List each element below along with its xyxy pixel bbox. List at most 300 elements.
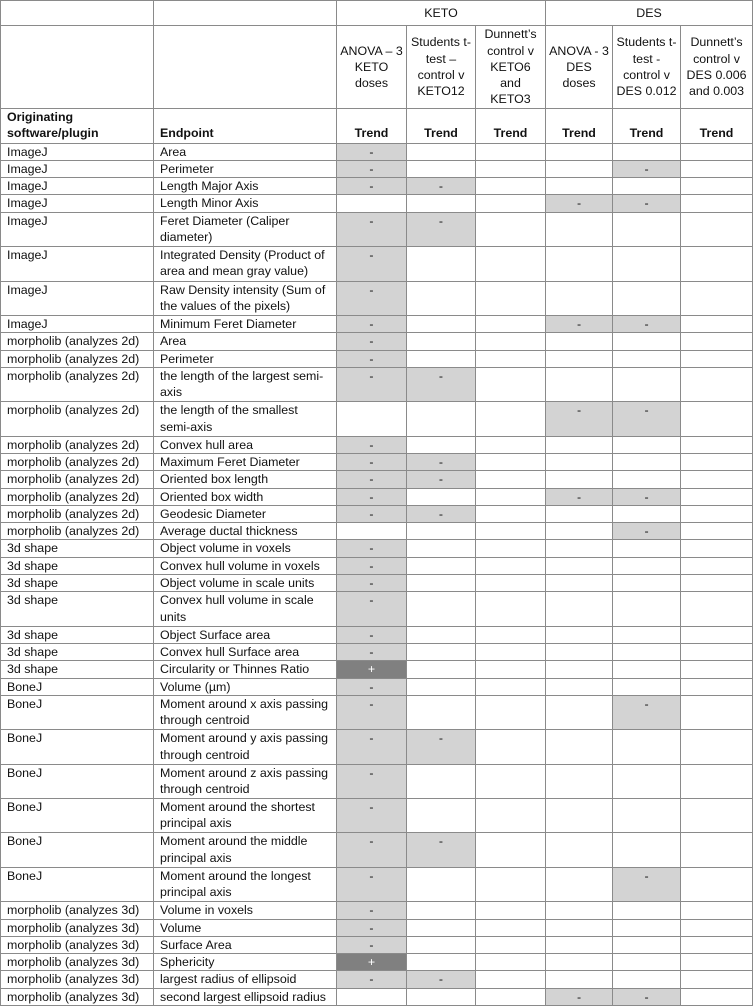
trend-cell-empty <box>613 626 681 643</box>
trend-cell-empty <box>407 902 476 919</box>
trend-cell-empty <box>681 488 753 505</box>
trend-cell-empty <box>546 799 613 833</box>
trend-cell-empty <box>613 643 681 660</box>
trend-cell-empty <box>681 833 753 867</box>
endpoint-cell: Moment around the middle principal axis <box>154 833 337 867</box>
trend-cell-negative: - <box>337 592 407 626</box>
trend-cell-empty <box>546 936 613 953</box>
trend-cell-negative: - <box>546 402 613 436</box>
trend-cell-negative: - <box>337 919 407 936</box>
trend-cell-empty <box>407 575 476 592</box>
table-row <box>1 453 753 470</box>
endpoint-cell: Convex hull area <box>154 436 337 453</box>
trend-cell-empty <box>546 557 613 574</box>
header-trend: Trend <box>337 109 407 144</box>
table-row <box>1 402 753 436</box>
trend-cell-empty <box>681 557 753 574</box>
trend-cell-empty <box>546 281 613 315</box>
trend-cell-empty <box>476 936 546 953</box>
trend-cell-empty <box>407 661 476 678</box>
trend-cell-empty <box>476 626 546 643</box>
trend-cell-empty <box>613 436 681 453</box>
trend-cell-empty <box>476 902 546 919</box>
trend-cell-empty <box>476 919 546 936</box>
software-cell: morpholib (analyzes 2d) <box>1 402 154 436</box>
trend-cell-negative: - <box>407 833 476 867</box>
trend-cell-empty <box>613 212 681 246</box>
trend-cell-negative: - <box>337 505 407 522</box>
trend-cell-empty <box>681 350 753 367</box>
endpoint-cell: Circularity or Thinnes Ratio <box>154 661 337 678</box>
trend-cell-empty <box>407 592 476 626</box>
trend-cell-empty <box>681 195 753 212</box>
trend-cell-negative: - <box>337 333 407 350</box>
endpoint-cell: Length Minor Axis <box>154 195 337 212</box>
table-row <box>1 592 753 626</box>
trend-cell-empty <box>407 350 476 367</box>
table-row <box>1 643 753 660</box>
trend-cell-negative: - <box>546 315 613 332</box>
trend-cell-empty <box>681 799 753 833</box>
header-trend: Trend <box>546 109 613 144</box>
table-row <box>1 160 753 177</box>
trend-cell-empty <box>681 678 753 695</box>
trend-cell-empty <box>476 402 546 436</box>
table-row <box>1 247 753 281</box>
trend-cell-empty <box>613 936 681 953</box>
trend-cell-empty <box>407 799 476 833</box>
trend-cell-empty <box>476 799 546 833</box>
trend-cell-empty <box>681 247 753 281</box>
trend-cell-empty <box>476 575 546 592</box>
subheader-anova-keto: ANOVA – 3 KETO doses <box>337 26 407 109</box>
trend-cell-empty <box>407 764 476 798</box>
table-row <box>1 575 753 592</box>
trend-cell-empty <box>546 971 613 988</box>
software-cell: 3d shape <box>1 540 154 557</box>
trend-cell-empty <box>476 592 546 626</box>
blank-cell <box>154 1 337 26</box>
trend-cell-empty <box>476 557 546 574</box>
software-cell: morpholib (analyzes 2d) <box>1 453 154 470</box>
header-software: Originating software/plugin <box>1 109 154 144</box>
trend-cell-empty <box>613 954 681 971</box>
software-cell: BoneJ <box>1 764 154 798</box>
trend-cell-negative: - <box>407 453 476 470</box>
table-row <box>1 505 753 522</box>
endpoint-cell: Integrated Density (Product of area and mean gray value) <box>154 247 337 281</box>
trend-cell-empty <box>681 936 753 953</box>
trend-cell-empty <box>407 402 476 436</box>
trend-cell-negative: - <box>546 195 613 212</box>
trend-cell-negative: - <box>337 436 407 453</box>
trend-cell-empty <box>613 919 681 936</box>
trend-cell-empty <box>546 350 613 367</box>
endpoint-cell: the length of the largest semi-axis <box>154 367 337 401</box>
software-cell: morpholib (analyzes 2d) <box>1 333 154 350</box>
trend-cell-empty <box>546 471 613 488</box>
subheader-ttest-des: Students t-test - control v DES 0.012 <box>613 26 681 109</box>
software-cell: ImageJ <box>1 178 154 195</box>
trend-cell-empty <box>681 919 753 936</box>
group-header-row <box>1 1 753 26</box>
trend-cell-empty <box>476 178 546 195</box>
table-row <box>1 988 753 1005</box>
trend-cell-empty <box>476 867 546 901</box>
software-cell: ImageJ <box>1 247 154 281</box>
trend-cell-empty <box>476 281 546 315</box>
trend-cell-empty <box>407 143 476 160</box>
table-row <box>1 764 753 798</box>
trend-cell-negative: - <box>337 212 407 246</box>
trend-cell-negative: - <box>337 730 407 764</box>
trend-cell-empty <box>476 488 546 505</box>
software-cell: BoneJ <box>1 867 154 901</box>
blank-cell <box>1 26 154 109</box>
software-cell: morpholib (analyzes 2d) <box>1 505 154 522</box>
table-row <box>1 143 753 160</box>
trend-cell-empty <box>546 367 613 401</box>
endpoint-cell: Moment around x axis passing through centroid <box>154 695 337 729</box>
trend-cell-negative: - <box>337 540 407 557</box>
trend-cell-empty <box>337 523 407 540</box>
endpoint-cell: Convex hull volume in scale units <box>154 592 337 626</box>
trend-cell-empty <box>681 453 753 470</box>
trend-cell-empty <box>613 833 681 867</box>
table-row <box>1 557 753 574</box>
trend-cell-empty <box>476 833 546 867</box>
trend-cell-negative: - <box>337 575 407 592</box>
subheader-dunnett-keto: Dunnett’s control v KETO6 and KETO3 <box>476 26 546 109</box>
trend-cell-empty <box>681 971 753 988</box>
endpoint-cell: Feret Diameter (Caliper diameter) <box>154 212 337 246</box>
trend-cell-empty <box>476 523 546 540</box>
trend-cell-empty <box>407 281 476 315</box>
table-row <box>1 488 753 505</box>
trend-cell-empty <box>613 557 681 574</box>
trend-cell-empty <box>546 661 613 678</box>
trend-cell-empty <box>546 505 613 522</box>
trend-cell-empty <box>476 954 546 971</box>
trend-cell-positive: + <box>337 661 407 678</box>
header-trend: Trend <box>407 109 476 144</box>
header-trend: Trend <box>476 109 546 144</box>
trend-cell-empty <box>681 661 753 678</box>
software-cell: BoneJ <box>1 833 154 867</box>
endpoint-cell: second largest ellipsoid radius <box>154 988 337 1005</box>
trend-cell-empty <box>681 333 753 350</box>
trend-cell-empty <box>546 436 613 453</box>
endpoint-cell: Area <box>154 143 337 160</box>
trend-cell-empty <box>476 143 546 160</box>
trend-cell-empty <box>476 505 546 522</box>
trend-cell-empty <box>407 936 476 953</box>
trend-cell-negative: - <box>407 971 476 988</box>
header-trend: Trend <box>613 109 681 144</box>
software-cell: BoneJ <box>1 799 154 833</box>
trend-cell-empty <box>681 695 753 729</box>
trend-cell-empty <box>681 988 753 1005</box>
trend-cell-negative: - <box>337 143 407 160</box>
software-cell: morpholib (analyzes 2d) <box>1 523 154 540</box>
blank-cell <box>1 1 154 26</box>
column-header-row <box>1 109 753 144</box>
software-cell: morpholib (analyzes 2d) <box>1 350 154 367</box>
software-cell: morpholib (analyzes 2d) <box>1 436 154 453</box>
group-des: DES <box>546 1 753 26</box>
trend-cell-negative: - <box>337 643 407 660</box>
endpoint-cell: Geodesic Diameter <box>154 505 337 522</box>
trend-cell-empty <box>407 954 476 971</box>
software-cell: 3d shape <box>1 626 154 643</box>
trend-cell-empty <box>407 523 476 540</box>
trend-cell-empty <box>613 281 681 315</box>
table-row <box>1 902 753 919</box>
subheader-row <box>1 26 753 109</box>
trend-cell-empty <box>681 764 753 798</box>
endpoint-cell: Object volume in voxels <box>154 540 337 557</box>
trend-cell-empty <box>681 402 753 436</box>
trend-cell-empty <box>476 695 546 729</box>
trend-cell-negative: - <box>337 178 407 195</box>
trend-cell-negative: - <box>546 988 613 1005</box>
table-row <box>1 919 753 936</box>
trend-cell-empty <box>546 764 613 798</box>
trend-cell-empty <box>681 178 753 195</box>
trend-cell-negative: - <box>613 867 681 901</box>
endpoint-cell: Maximum Feret Diameter <box>154 453 337 470</box>
trend-cell-negative: - <box>613 160 681 177</box>
trend-cell-empty <box>476 661 546 678</box>
trend-cell-empty <box>613 247 681 281</box>
software-cell: morpholib (analyzes 3d) <box>1 971 154 988</box>
trend-cell-negative: - <box>407 178 476 195</box>
trend-cell-empty <box>681 902 753 919</box>
trend-cell-empty <box>407 626 476 643</box>
trend-cell-negative: - <box>613 695 681 729</box>
subheader-ttest-keto: Students t-test – control v KETO12 <box>407 26 476 109</box>
table-row <box>1 730 753 764</box>
trend-cell-negative: - <box>337 367 407 401</box>
trend-cell-empty <box>407 195 476 212</box>
blank-cell <box>154 26 337 109</box>
trend-cell-negative: - <box>337 488 407 505</box>
software-cell: morpholib (analyzes 2d) <box>1 367 154 401</box>
trend-cell-empty <box>407 540 476 557</box>
trend-cell-empty <box>476 540 546 557</box>
trend-cell-negative: - <box>337 160 407 177</box>
trend-cell-empty <box>407 988 476 1005</box>
table-row <box>1 954 753 971</box>
endpoint-cell: Convex hull Surface area <box>154 643 337 660</box>
endpoint-cell: Area <box>154 333 337 350</box>
software-cell: ImageJ <box>1 143 154 160</box>
trend-cell-empty <box>407 695 476 729</box>
software-cell: 3d shape <box>1 575 154 592</box>
trend-cell-empty <box>546 867 613 901</box>
trend-cell-empty <box>546 575 613 592</box>
software-cell: morpholib (analyzes 2d) <box>1 488 154 505</box>
trend-cell-empty <box>337 988 407 1005</box>
trend-cell-empty <box>407 919 476 936</box>
trend-cell-empty <box>546 678 613 695</box>
trend-cell-empty <box>613 453 681 470</box>
trend-cell-empty <box>476 678 546 695</box>
trend-cell-empty <box>613 350 681 367</box>
table-row <box>1 212 753 246</box>
trend-cell-empty <box>407 333 476 350</box>
trend-cell-empty <box>407 678 476 695</box>
trend-cell-empty <box>476 195 546 212</box>
trend-cell-negative: - <box>407 471 476 488</box>
trend-cell-empty <box>407 247 476 281</box>
endpoint-cell: Oriented box length <box>154 471 337 488</box>
trend-cell-empty <box>476 730 546 764</box>
trend-cell-empty <box>613 902 681 919</box>
trend-cell-empty <box>407 315 476 332</box>
trend-cell-empty <box>546 333 613 350</box>
endpoint-cell: largest radius of ellipsoid <box>154 971 337 988</box>
trend-cell-empty <box>613 592 681 626</box>
software-cell: 3d shape <box>1 557 154 574</box>
trend-cell-empty <box>476 436 546 453</box>
software-cell: ImageJ <box>1 212 154 246</box>
software-cell: 3d shape <box>1 661 154 678</box>
header-trend: Trend <box>681 109 753 144</box>
trend-cell-empty <box>613 764 681 798</box>
trend-cell-empty <box>407 488 476 505</box>
trend-cell-empty <box>546 212 613 246</box>
trend-cell-negative: - <box>407 367 476 401</box>
endpoint-cell: Moment around z axis passing through centroid <box>154 764 337 798</box>
endpoint-cell: Minimum Feret Diameter <box>154 315 337 332</box>
endpoint-cell: Volume (µm) <box>154 678 337 695</box>
trend-cell-empty <box>476 333 546 350</box>
software-cell: morpholib (analyzes 3d) <box>1 902 154 919</box>
table-row <box>1 523 753 540</box>
table-row <box>1 799 753 833</box>
trend-cell-empty <box>476 643 546 660</box>
trend-cell-empty <box>681 954 753 971</box>
trend-cell-negative: - <box>613 402 681 436</box>
trend-cell-empty <box>546 178 613 195</box>
table-row <box>1 661 753 678</box>
table-row <box>1 195 753 212</box>
software-cell: ImageJ <box>1 281 154 315</box>
trend-cell-empty <box>407 436 476 453</box>
endpoint-cell: Surface Area <box>154 936 337 953</box>
subheader-dunnett-des: Dunnett’s control v DES 0.006 and 0.003 <box>681 26 753 109</box>
trend-cell-negative: - <box>337 626 407 643</box>
trend-cell-empty <box>613 333 681 350</box>
trend-cell-empty <box>476 212 546 246</box>
trend-cell-negative: - <box>613 988 681 1005</box>
trend-cell-negative: - <box>337 936 407 953</box>
table-row <box>1 350 753 367</box>
endpoint-cell: Volume <box>154 919 337 936</box>
trend-cell-negative: - <box>337 695 407 729</box>
trend-cell-empty <box>476 367 546 401</box>
endpoint-cell: Perimeter <box>154 350 337 367</box>
trend-cell-empty <box>546 954 613 971</box>
trend-cell-negative: - <box>337 833 407 867</box>
trend-cell-empty <box>546 592 613 626</box>
trend-cell-empty <box>546 247 613 281</box>
trend-cell-negative: - <box>337 764 407 798</box>
software-cell: BoneJ <box>1 695 154 729</box>
software-cell: 3d shape <box>1 592 154 626</box>
software-cell: ImageJ <box>1 315 154 332</box>
trend-cell-empty <box>613 678 681 695</box>
table-row <box>1 833 753 867</box>
trend-cell-empty <box>681 643 753 660</box>
table-row <box>1 695 753 729</box>
endpoint-cell: Moment around y axis passing through centroid <box>154 730 337 764</box>
endpoint-cell: Moment around the longest principal axis <box>154 867 337 901</box>
trend-cell-negative: - <box>407 505 476 522</box>
trend-cell-empty <box>476 315 546 332</box>
subheader-anova-des: ANOVA - 3 DES doses <box>546 26 613 109</box>
trend-cell-empty <box>546 730 613 764</box>
trend-cell-negative: - <box>546 488 613 505</box>
trend-cell-empty <box>476 471 546 488</box>
trend-cell-empty <box>476 971 546 988</box>
trend-cell-negative: - <box>337 557 407 574</box>
trend-cell-empty <box>546 540 613 557</box>
header-endpoint: Endpoint <box>154 109 337 144</box>
trend-cell-empty <box>476 350 546 367</box>
trend-cell-negative: - <box>337 971 407 988</box>
trend-cell-empty <box>613 799 681 833</box>
trend-cell-empty <box>476 247 546 281</box>
trend-cell-negative: - <box>337 350 407 367</box>
table-row <box>1 971 753 988</box>
trend-cell-empty <box>681 592 753 626</box>
trend-cell-empty <box>613 575 681 592</box>
trend-cell-empty <box>613 471 681 488</box>
trend-cell-negative: - <box>613 315 681 332</box>
trend-cell-negative: - <box>337 281 407 315</box>
trend-cell-empty <box>476 988 546 1005</box>
trend-cell-empty <box>681 471 753 488</box>
software-cell: morpholib (analyzes 2d) <box>1 471 154 488</box>
group-keto: KETO <box>337 1 546 26</box>
table-row <box>1 540 753 557</box>
endpoint-cell: Volume in voxels <box>154 902 337 919</box>
trend-cell-empty <box>407 557 476 574</box>
trend-cell-negative: - <box>337 453 407 470</box>
trend-cell-empty <box>613 730 681 764</box>
trend-cell-empty <box>681 626 753 643</box>
trend-cell-empty <box>613 971 681 988</box>
table-row <box>1 367 753 401</box>
trend-cell-empty <box>681 436 753 453</box>
trend-cell-negative: - <box>613 488 681 505</box>
trend-cell-negative: - <box>337 471 407 488</box>
endpoint-cell: Perimeter <box>154 160 337 177</box>
software-cell: ImageJ <box>1 160 154 177</box>
trend-cell-empty <box>546 453 613 470</box>
trend-cell-empty <box>613 505 681 522</box>
trend-cell-empty <box>681 212 753 246</box>
endpoint-cell: Moment around the shortest principal axis <box>154 799 337 833</box>
trend-cell-negative: - <box>337 315 407 332</box>
trend-cell-empty <box>546 919 613 936</box>
trend-cell-negative: - <box>337 902 407 919</box>
trend-cell-empty <box>546 643 613 660</box>
trend-cell-negative: - <box>613 195 681 212</box>
trend-cell-negative: - <box>337 867 407 901</box>
